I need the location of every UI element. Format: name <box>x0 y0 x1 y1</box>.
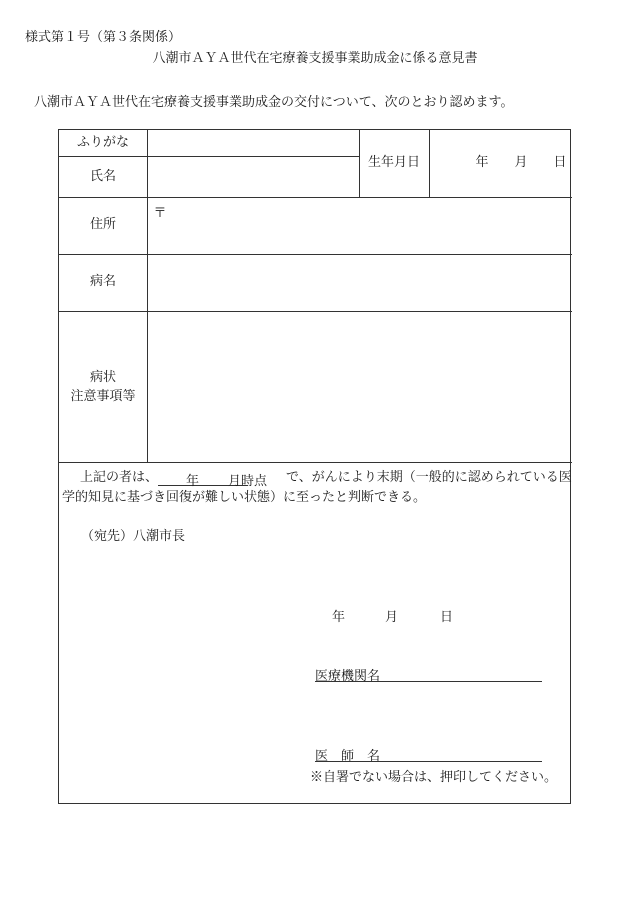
name-field[interactable] <box>148 157 358 197</box>
birth-year-label: 年 <box>475 155 489 170</box>
doctor-name-field[interactable] <box>315 744 542 762</box>
disease-field[interactable] <box>148 255 572 311</box>
sign-day-label: 日 <box>440 610 454 625</box>
birth-day-label: 日 <box>553 155 567 170</box>
sign-month-label: 月 <box>385 610 399 625</box>
row-divider <box>59 462 572 463</box>
statement-period-field[interactable] <box>158 470 268 489</box>
statement-line-2: 学的知見に基づき回復が難しい状態）に至ったと判断できる。 <box>62 490 427 505</box>
disease-label: 病名 <box>89 274 116 289</box>
furigana-label: ふりがな <box>76 135 129 150</box>
birth-month-label: 月 <box>514 155 528 170</box>
intro-text: 八潮市ＡＹＡ世代在宅療養支援事業助成金の交付について、次のとおり認めます。 <box>34 95 514 110</box>
seal-note: ※自署でない場合は、押印してください。 <box>310 770 558 785</box>
name-label: 氏名 <box>89 169 116 184</box>
statement-suffix: で、がんにより末期（一般的に認められている医 <box>286 470 572 485</box>
doctor-label: 医 師 名 <box>315 749 381 764</box>
birthdate-field[interactable] <box>430 130 572 197</box>
statement-year-label: 年 <box>186 474 200 489</box>
address-label: 住所 <box>89 217 116 232</box>
postal-mark: 〒 <box>153 206 167 221</box>
address-field[interactable] <box>148 198 572 254</box>
statement-prefix: 上記の者は、 <box>80 470 159 485</box>
birthdate-label: 生年月日 <box>367 155 420 170</box>
notes-label: 注意事項等 <box>70 389 136 404</box>
institution-label: 医療機関名 <box>315 669 381 684</box>
furigana-field[interactable] <box>148 130 358 156</box>
condition-field[interactable] <box>148 312 572 462</box>
form-number: 様式第１号（第３条関係） <box>25 30 182 45</box>
addressee: （宛先）八潮市長 <box>81 529 186 544</box>
document-title: 八潮市ＡＹＡ世代在宅療養支援事業助成金に係る意見書 <box>152 51 478 66</box>
statement-line-1 <box>80 466 572 489</box>
statement-month-label: 月時点 <box>228 474 268 489</box>
opinion-form-table <box>58 129 571 804</box>
institution-field[interactable] <box>315 664 542 682</box>
condition-label: 病状 <box>89 370 116 385</box>
sign-year-label: 年 <box>332 610 346 625</box>
